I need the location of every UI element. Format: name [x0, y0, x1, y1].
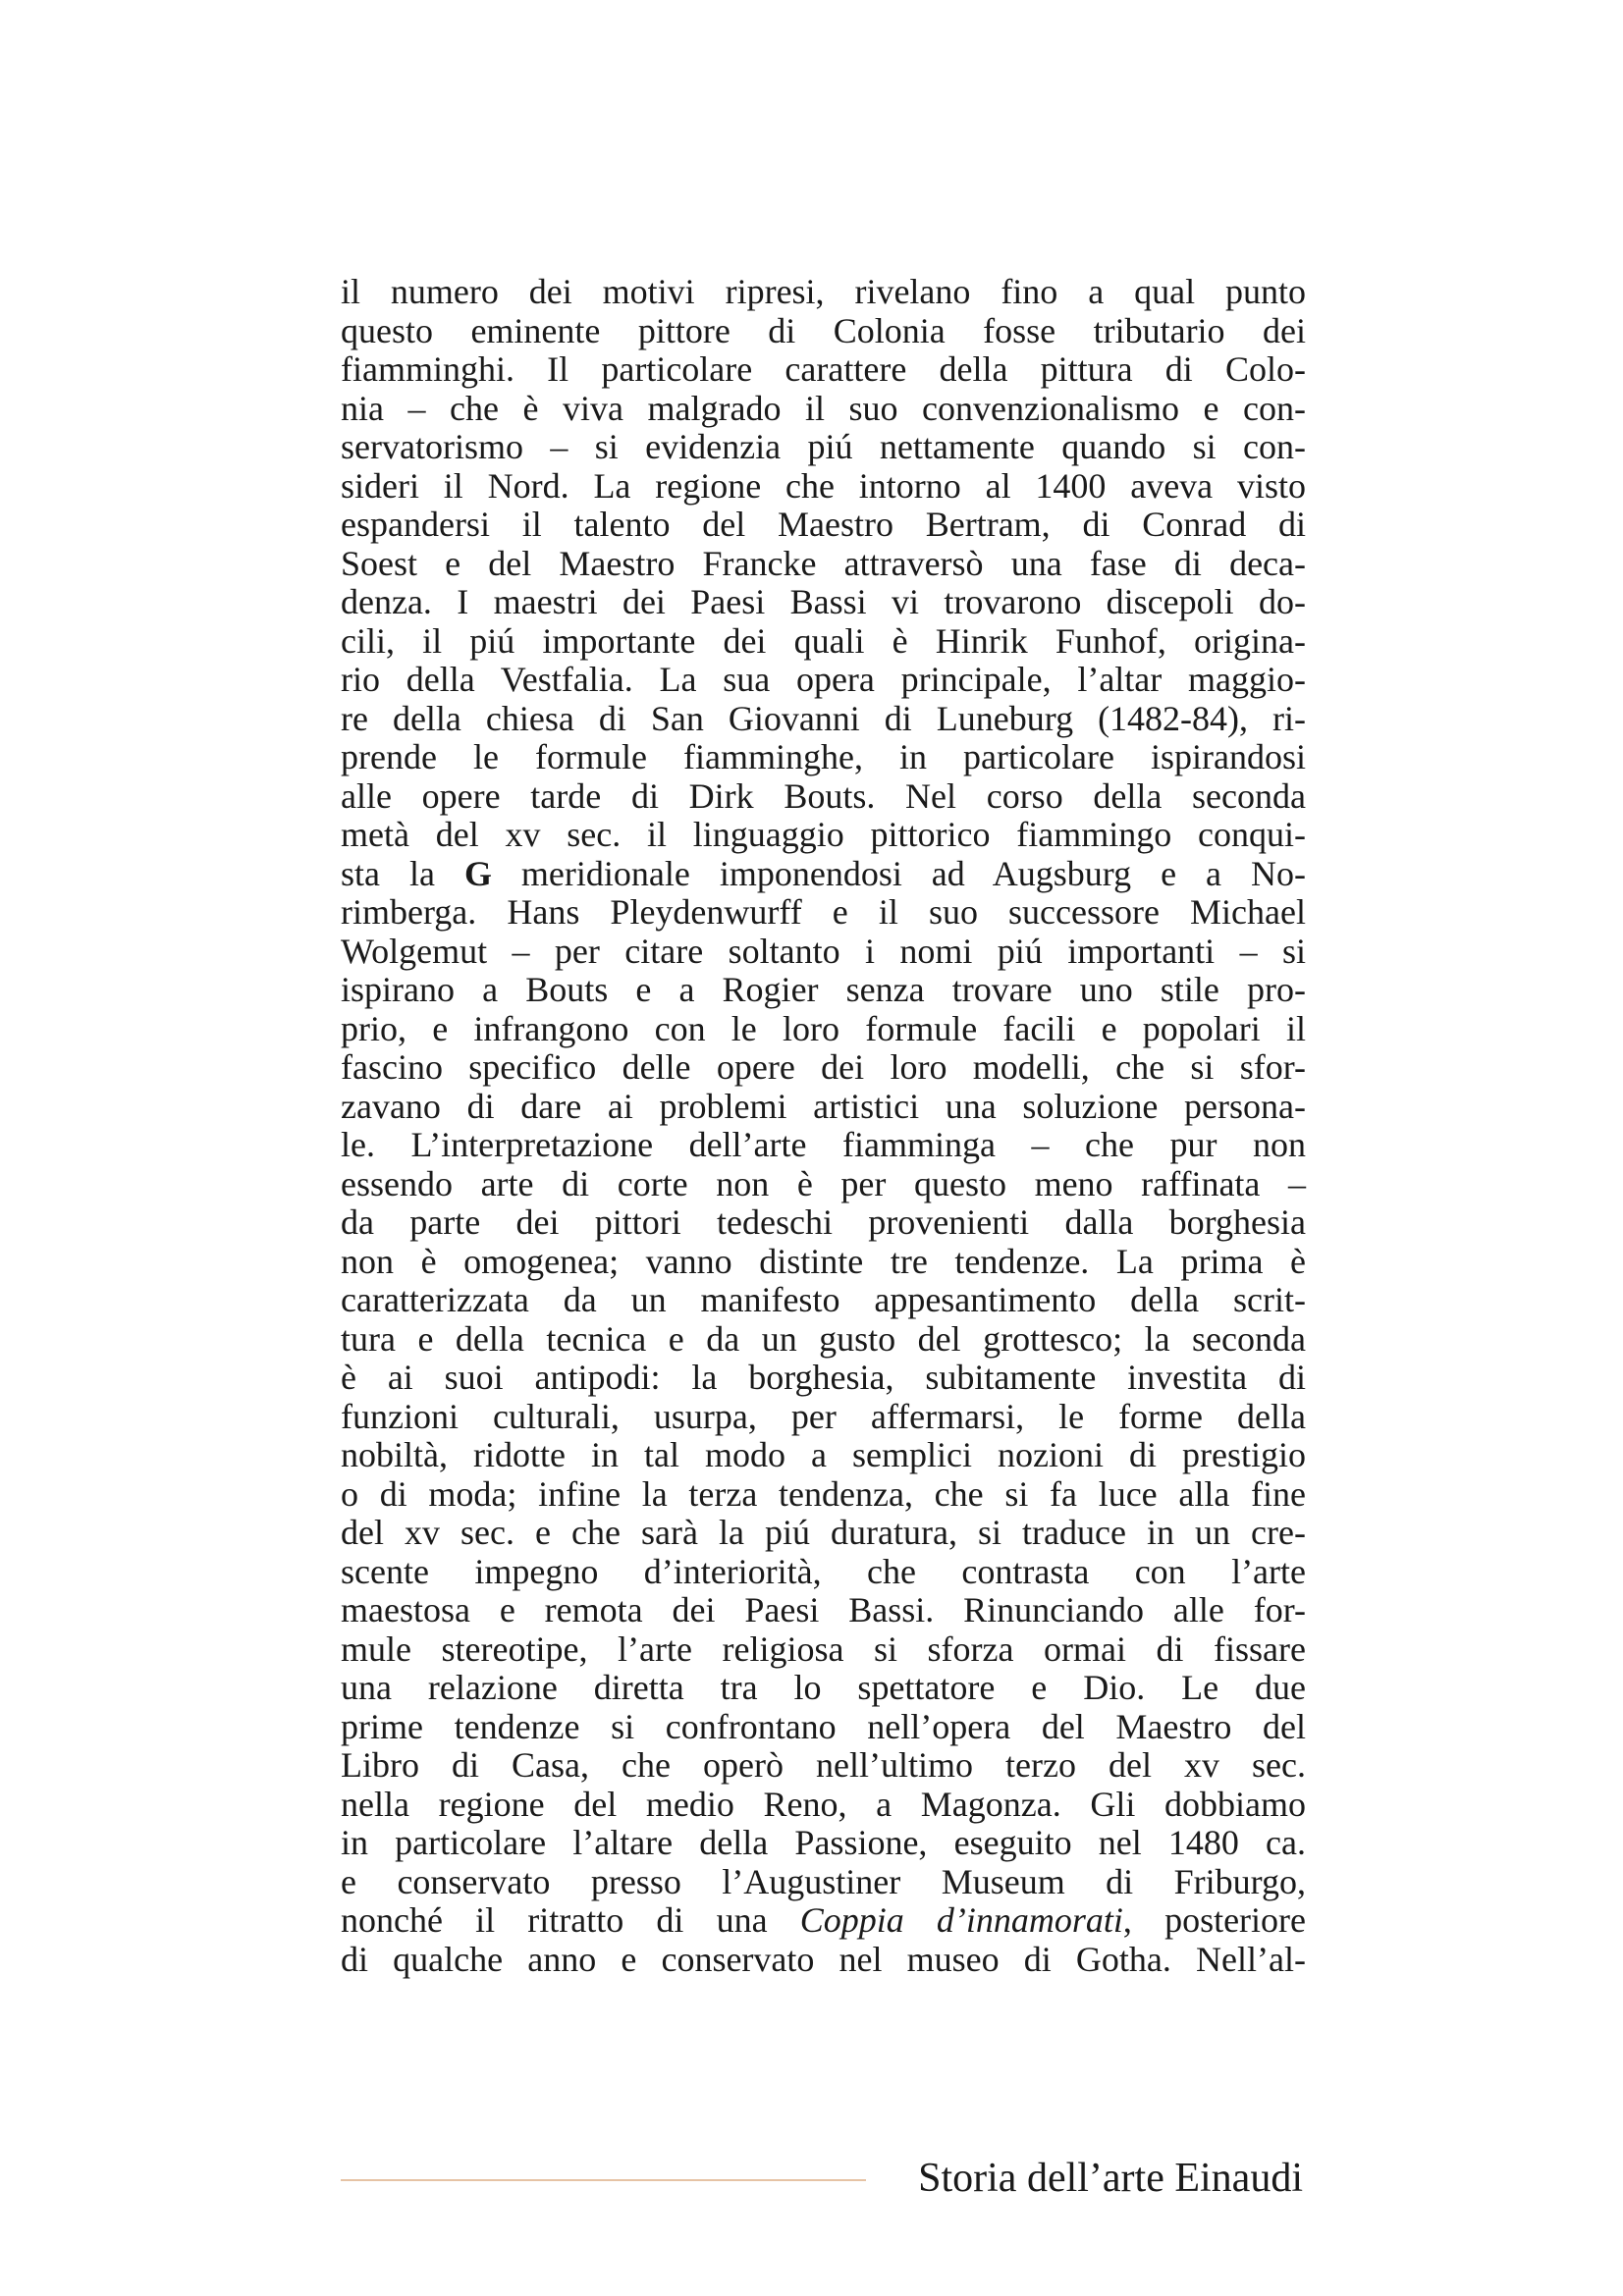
text-segment: fiamminghi. Il particolare carattere della pittura di Colo- — [341, 349, 1306, 389]
text-segment: sta la — [341, 853, 464, 893]
text-line — [341, 855, 1306, 894]
text-segment: o di moda; infine la terza tendenza, che si fa luce alla fine — [341, 1473, 1306, 1514]
text-italic: Coppia d’innamorati — [799, 1900, 1123, 1940]
text-segment: e conservato presso l’Augustiner Museum di Friburgo, — [341, 1861, 1306, 1901]
text-segment: del xv sec. e che sarà la piú duratura, si traduce in un cre- — [341, 1513, 1306, 1552]
text-segment: è ai suoi antipodi: la borghesia, subitamente investita di — [341, 1358, 1306, 1397]
text-line — [341, 1165, 1306, 1204]
text-line — [341, 971, 1306, 1010]
text-line — [341, 583, 1306, 622]
text-line — [341, 506, 1306, 545]
text-line — [341, 390, 1306, 429]
text-line — [341, 1786, 1306, 1825]
text-segment: metà del xv sec. il linguaggio pittorico fiammingo conqui- — [341, 815, 1306, 854]
footer-rule — [341, 2179, 866, 2181]
text-segment: re della chiesa di San Giovanni di Luneburg (1482-84), ri- — [341, 698, 1306, 738]
text-line — [341, 1708, 1306, 1747]
text-line — [341, 816, 1306, 855]
text-segment: rio della Vestfalia. La sua opera principale, l’altar maggio- — [341, 660, 1306, 699]
text-segment: scente impegno d’interiorità, che contrasta con l’arte — [341, 1551, 1306, 1591]
text-segment: il numero dei motivi ripresi, rivelano fino a qual punto — [341, 272, 1306, 311]
text-line — [341, 1863, 1306, 1902]
text-line — [341, 1359, 1306, 1398]
text-line — [341, 545, 1306, 584]
text-line — [341, 933, 1306, 972]
text-line — [341, 1746, 1306, 1786]
text-line — [341, 661, 1306, 700]
text-segment: da parte dei pittori tedeschi provenienti dalla borghesia — [341, 1202, 1306, 1242]
text-segment: essendo arte di corte non è per questo meno raffinata – — [341, 1163, 1306, 1203]
text-line — [341, 1630, 1306, 1670]
text-line — [341, 1941, 1306, 1980]
text-line — [341, 1048, 1306, 1088]
text-line — [341, 312, 1306, 351]
text-segment: mule stereotipe, l’arte religiosa si sforza ormai di fissare — [341, 1629, 1306, 1669]
text-line — [341, 1591, 1306, 1630]
text-segment: meridionale imponendosi ad Augsburg e a No- — [491, 853, 1306, 893]
text-line — [341, 1243, 1306, 1282]
text-line — [341, 700, 1306, 739]
text-segment: servatorismo – si evidenzia piú nettamente quando si con- — [341, 427, 1306, 466]
text-segment: questo eminente pittore di Colonia fosse tributario dei — [341, 310, 1306, 350]
text-line — [341, 622, 1306, 662]
text-line — [341, 738, 1306, 777]
text-line — [341, 273, 1306, 312]
text-segment: ispirano a Bouts e a Rogier senza trovare uno stile pro- — [341, 970, 1306, 1009]
text-line — [341, 467, 1306, 507]
text-line — [341, 1436, 1306, 1475]
text-line — [341, 1320, 1306, 1360]
text-line — [341, 1281, 1306, 1320]
text-line — [341, 1203, 1306, 1243]
text-line — [341, 777, 1306, 817]
text-line — [341, 1126, 1306, 1165]
footer-title: Storia dell’arte Einaudi — [918, 2156, 1303, 2201]
text-segment: non è omogenea; vanno distinte tre tendenze. La prima è — [341, 1241, 1306, 1281]
text-segment: zavano di dare ai problemi artistici una soluzione persona- — [341, 1086, 1306, 1126]
text-segment: caratterizzata da un manifesto appesantimento della scrit- — [341, 1280, 1306, 1319]
text-line — [341, 1824, 1306, 1863]
text-line — [341, 1475, 1306, 1515]
text-segment: denza. I maestri dei Paesi Bassi vi trovarono discepoli do- — [341, 582, 1306, 621]
text-line — [341, 428, 1306, 467]
body-text — [341, 273, 1306, 1979]
text-segment: nobiltà, ridotte in tal modo a semplici nozioni di prestigio — [341, 1435, 1306, 1474]
text-segment: tura e della tecnica e da un gusto del grottesco; la seconda — [341, 1318, 1306, 1359]
text-segment: fascino specifico delle opere dei loro modelli, che si sfor- — [341, 1047, 1306, 1087]
text-segment: funzioni culturali, usurpa, per affermarsi, le forme della — [341, 1396, 1306, 1436]
text-line — [341, 1398, 1306, 1437]
text-line — [341, 1514, 1306, 1553]
text-segment: Libro di Casa, che operò nell’ultimo terzo del xv sec. — [341, 1745, 1306, 1785]
text-line — [341, 350, 1306, 390]
text-line — [341, 1553, 1306, 1592]
text-segment: di qualche anno e conservato nel museo di Gotha. Nell’al- — [341, 1939, 1306, 1979]
text-segment: cili, il piú importante dei quali è Hinrik Funhof, origina- — [341, 620, 1306, 661]
text-segment: prende le formule fiamminghe, in particolare ispirandosi — [341, 737, 1306, 776]
text-segment: nonché il ritratto di una — [341, 1900, 800, 1940]
text-bold: G — [463, 853, 492, 893]
text-segment: nella regione del medio Reno, a Magonza. Gli dobbiamo — [341, 1784, 1306, 1824]
text-segment: in particolare l’altare della Passione, eseguito nel 1480 ca. — [341, 1823, 1306, 1862]
text-line — [341, 893, 1306, 933]
text-line — [341, 1088, 1306, 1127]
text-segment: maestosa e remota dei Paesi Bassi. Rinunciando alle for- — [341, 1590, 1306, 1629]
text-segment: Wolgemut – per citare soltanto i nomi piú importanti – si — [341, 931, 1306, 971]
text-segment: prime tendenze si confrontano nell’opera del Maestro del — [341, 1706, 1306, 1746]
text-segment: Soest e del Maestro Francke attraversò una fase di deca- — [341, 543, 1306, 583]
text-line — [341, 1669, 1306, 1708]
text-segment: una relazione diretta tra lo spettatore e Dio. Le due — [341, 1668, 1306, 1707]
text-segment: prio, e infrangono con le loro formule facili e popolari il — [341, 1008, 1306, 1048]
text-line — [341, 1010, 1306, 1049]
text-segment: , posteriore — [1122, 1900, 1307, 1940]
text-segment: nia – che è viva malgrado il suo convenzionalismo e con- — [341, 388, 1306, 428]
text-segment: sideri il Nord. La regione che intorno al 1400 aveva visto — [341, 465, 1306, 506]
text-segment: rimberga. Hans Pleydenwurff e il suo successore Michael — [341, 892, 1306, 932]
text-line — [341, 1901, 1306, 1941]
text-segment: espandersi il talento del Maestro Bertram, di Conrad di — [341, 505, 1306, 544]
text-segment: le. L’interpretazione dell’arte fiamminga – che pur non — [341, 1125, 1306, 1164]
text-segment: alle opere tarde di Dirk Bouts. Nel corso della seconda — [341, 775, 1306, 816]
